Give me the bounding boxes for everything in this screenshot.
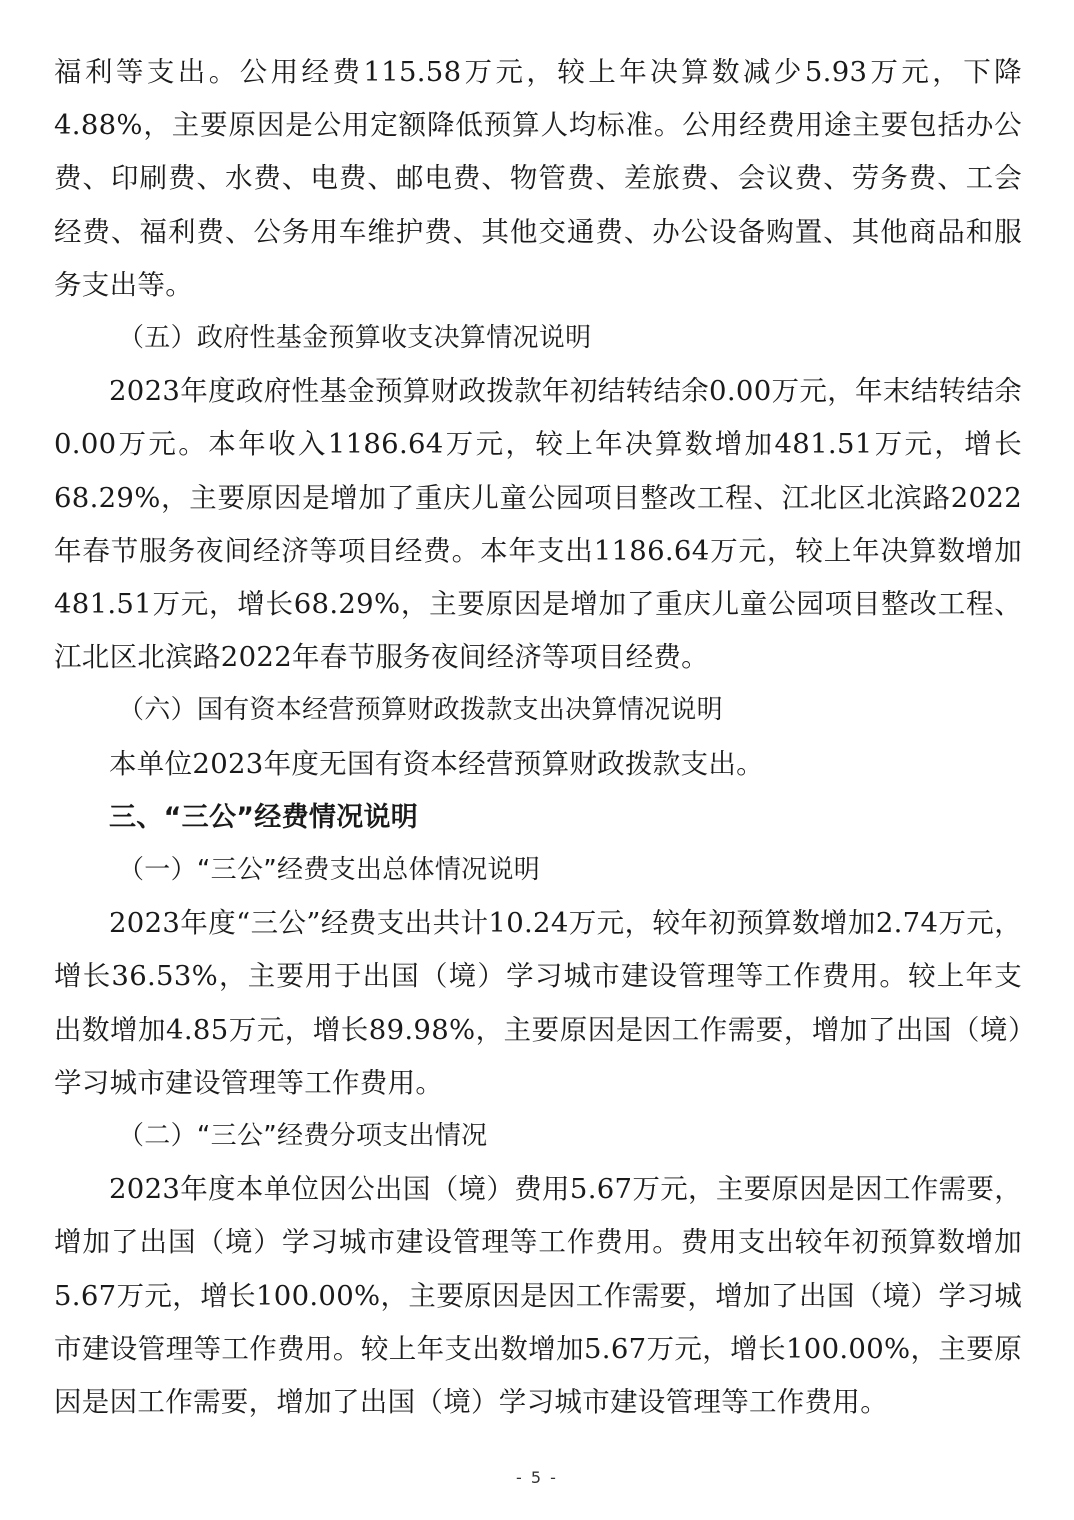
heading-three-public-overall: （一）“三公”经费支出总体情况说明 bbox=[118, 855, 541, 886]
paragraph-three-public-itemized: 2023年度本单位因公出国（境）费用5.67万元，主要原因是因工作需要，增加了出国（境）学习城市建设管理等工作费用。费用支出较年初预算数增加5.67万元，增长100.00%，主要原因是因工作需要，增加了出国（境）学习城市建设管理等工作费用。较上年支出数增加5.67万元，增长100.00%，主要原因是因工作需要，增加了出国（境）学习城市建设管理等工作费用。 bbox=[54, 1173, 1022, 1419]
heading-government-fund-budget: （五）政府性基金预算收支决算情况说明 bbox=[118, 323, 592, 354]
page-number: - 5 - bbox=[516, 1468, 558, 1487]
paragraph-three-public-overall: 2023年度“三公”经费支出共计10.24万元，较年初预算数增加2.74万元，增长36.53%，主要用于出国（境）学习城市建设管理等工作费用。较上年支出数增加4.85万元，增长89.98%，主要原因是因工作需要，增加了出国（境）学习城市建设管理等工作费用。 bbox=[54, 907, 1022, 1099]
heading-three-public-expenses: 三、“三公”经费情况说明 bbox=[109, 801, 419, 833]
document-body bbox=[54, 46, 1022, 1429]
paragraph-government-fund-budget: 2023年度政府性基金预算财政拨款年初结转结余0.00万元，年末结转结余0.00万元。本年收入1186.64万元，较上年决算数增加481.51万元，增长68.29%，主要原因是增加了重庆儿童公园项目整改工程、江北区北滨路2022年春节服务夜间经济等项目经费。本年支出1186.64万元，较上年决算数增加481.51万元，增长68.29%，主要原因是增加了重庆儿童公园项目整改工程、江北区北滨路2022年春节服务夜间经济等项目经费。 bbox=[54, 375, 1022, 674]
heading-three-public-itemized: （二）“三公”经费分项支出情况 bbox=[118, 1121, 488, 1152]
paragraph-state-capital-budget: 本单位2023年度无国有资本经营预算财政拨款支出。 bbox=[109, 747, 764, 780]
heading-state-capital-budget: （六）国有资本经营预算财政拨款支出决算情况说明 bbox=[118, 695, 723, 726]
paragraph-public-expenses-continuation: 福利等支出。公用经费115.58万元，较上年决算数减少5.93万元，下降4.88%，主要原因是公用定额降低预算人均标准。公用经费用途主要包括办公费、印刷费、水费、电费、邮电费、物管费、差旅费、会议费、劳务费、工会经费、福利费、公务用车维护费、其他交通费、办公设备购置、其他商品和服务支出等。 bbox=[54, 56, 1022, 301]
